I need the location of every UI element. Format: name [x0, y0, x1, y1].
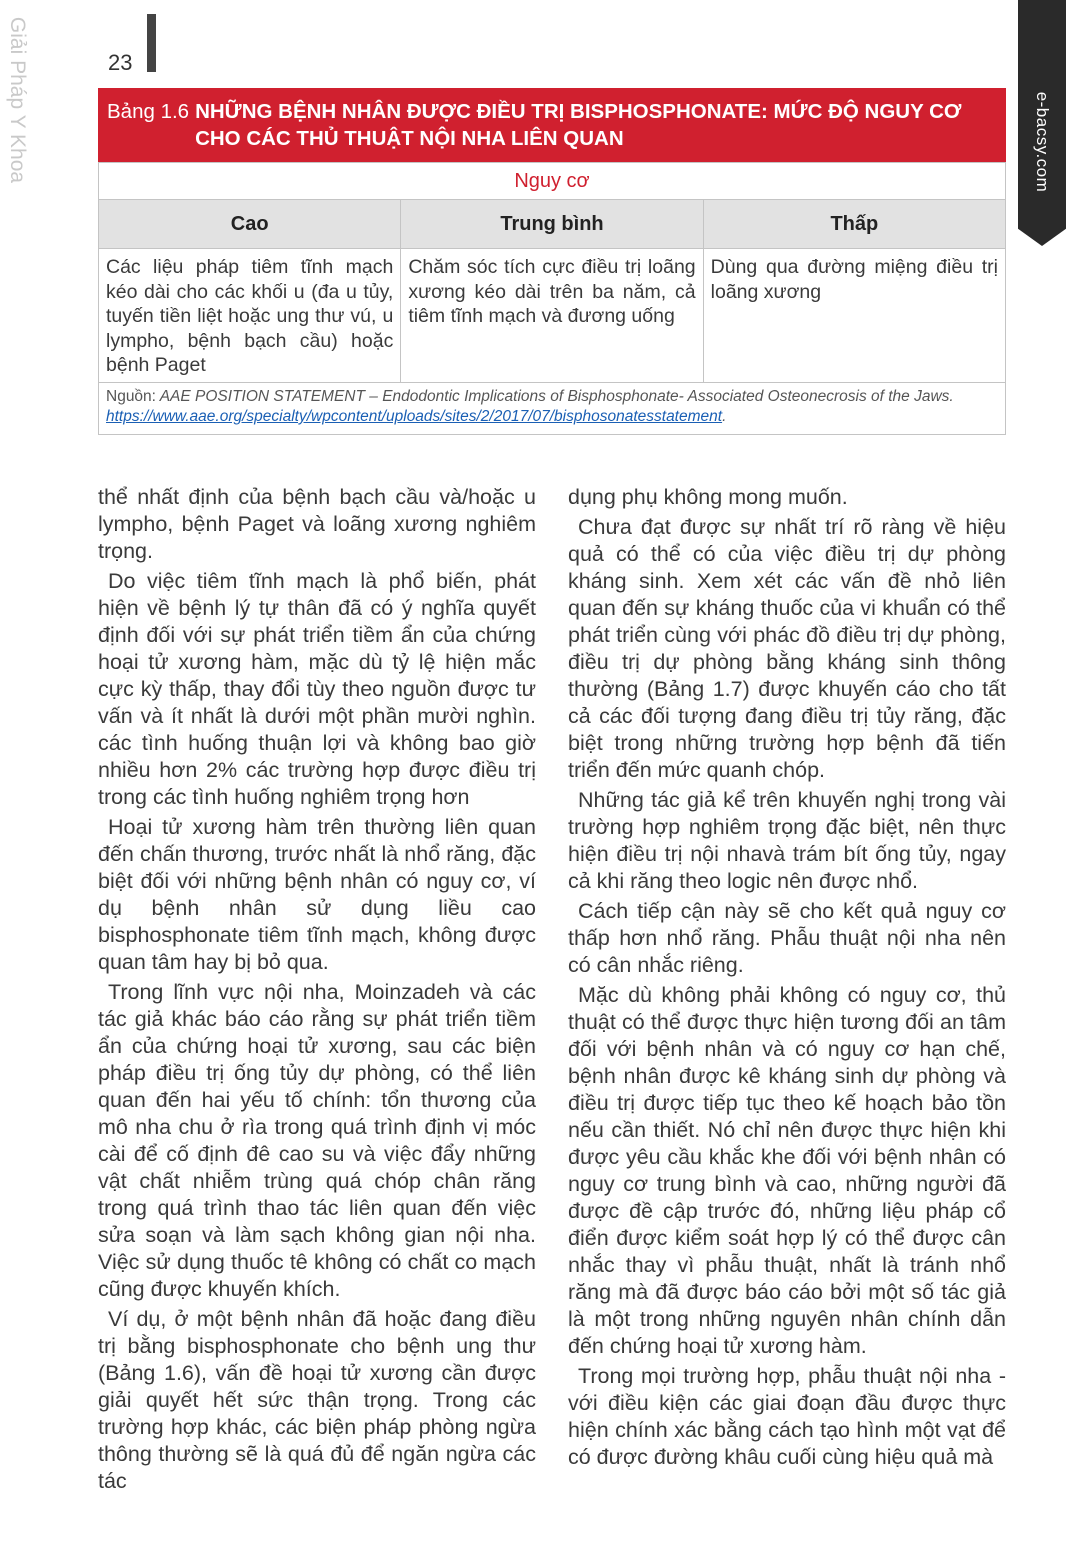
risk-header: Nguy cơ [99, 163, 1006, 200]
table-source [99, 382, 1006, 434]
source-label: Nguồn: [106, 387, 156, 405]
paragraph: thể nhất định của bệnh bạch cầu và/hoặc u lympho, bệnh Paget và loãng xương nghiêm trọng. [98, 485, 536, 563]
table-row [99, 249, 1006, 383]
paragraph: Mặc dù không phải không có nguy cơ, thủ thuật có thể được thực hiện tương đối an tâm đối với bệnh nhân và có nguy cơ hạn chế, bệnh nhân được kê kháng sinh dự phòng và điều trị được tiếp tục theo kế hoạch bảo tồn nếu cần thiết. Nó chỉ nên được thực hiện khi được yêu cầu khắc khe đối với bệnh nhân có nguy cơ trung bình và cao, những người đã được đề cập trước đó, những liệu pháp cổ điển được kiểm soát hợp lý có thể được cân nhắc thay vì phẫu thuật, nhất là tránh nhổ răng mà đã được báo cáo bởi một số tác giả là một trong những nguyên nhân chính dẫn đến chứng hoại tử xương hàm. [568, 983, 1006, 1358]
table-title: NHỮNG BỆNH NHÂN ĐƯỢC ĐIỀU TRỊ BISPHOSPHONATE: MỨC ĐỘ NGUY CƠ CHO CÁC THỦ THUẬT NỘI NHA LIÊN QUAN [195, 100, 962, 150]
table-label: Bảng 1.6 [107, 100, 190, 123]
column-high: Cao [99, 200, 401, 249]
table-1-6 [98, 88, 1006, 435]
source-text: AAE POSITION STATEMENT – Endodontic Implications of Bisphosphonate- Associated Osteonecrosis of the Jaws. [159, 387, 954, 405]
cell-medium: Chăm sóc tích cực điều trị loãng xương kéo dài trên ba năm, cả tiêm tĩnh mạch và đương uống [401, 249, 703, 383]
paragraph: Trong mọi trường hợp, phẫu thuật nội nha - với điều kiện các giai đoạn đầu được thực hiện chính xác bằng cách tạo hình một vạt để có được đường khâu cuối cùng hiệu quả mà [568, 1364, 1006, 1469]
paragraph: Do việc tiêm tĩnh mạch là phổ biến, phát hiện về bệnh lý tự thân đã có ý nghĩa quyết định đối với sự phát triển tiềm ẩn của chứng hoại tử xương hàm, mặc dù tỷ lệ hiện mắc cực kỳ thấp, thay đổi tùy theo nguồn được tư vấn và ít nhất là dưới một phần mười nghìn. các tình huống thuận lợi và không bao giờ nhiều hơn 2% các trường hợp được điều trị trong các tình huống nghiêm trọng hơn [98, 569, 536, 809]
paragraph: Ví dụ, ở một bệnh nhân đã hoặc đang điều trị bằng bisphosphonate cho bệnh ung thư (Bảng 1.6), vấn đề hoại tử xương cần được giải quyết hết sức thận trọng. Trong các trường hợp khác, các biện pháp phòng ngừa thông thường sẽ là quá đủ để ngăn ngừa các tác [98, 1307, 536, 1493]
body-column-left [98, 484, 536, 1498]
paragraph: Những tác giả kể trên khuyến nghị trong vài trường hợp nghiêm trọng đặc biệt, nên thực hiện điều trị nội nhavà trám bít ống tủy, ngay cả khi răng theo logic nên được nhổ. [568, 788, 1006, 893]
side-running-title: Giải Pháp Y Khoa [6, 16, 29, 184]
risk-header-row [99, 163, 1006, 200]
page-number: 23 [108, 50, 133, 75]
paragraph: dụng phụ không mong muốn. [568, 485, 848, 509]
column-low: Thấp [703, 200, 1005, 249]
column-medium: Trung bình [401, 200, 703, 249]
source-row [99, 382, 1006, 434]
cell-high: Các liệu pháp tiêm tĩnh mạch kéo dài cho các khối u (đa u tủy, tuyến tiền liệt hoặc ung thư vú, u lympho, bệnh bạch cầu) hoặc bệnh Paget [99, 249, 401, 383]
page-number-bar [147, 14, 156, 72]
source-link[interactable]: https://www.aae.org/specialty/wpcontent/uploads/sites/2/2017/07/bisphosonatesstatement [106, 408, 723, 425]
risk-table [98, 162, 1006, 435]
risk-levels-row [99, 200, 1006, 249]
source-end: . [722, 408, 727, 425]
body-column-right [568, 484, 1006, 1474]
cell-low: Dùng qua đường miệng điều trị loãng xương [703, 249, 1005, 383]
paragraph: Chưa đạt được sự nhất trí rõ ràng về hiệu quả có thể có của việc điều trị dự phòng kháng sinh. Xem xét các vấn đề nhỏ liên quan đến sự kháng thuốc của vi khuẩn có thể phát triển cùng với phác đồ điều trị dự phòng, điều trị dự phòng bằng kháng sinh thông thường (Bảng 1.7) được khuyến cáo cho tất cả các đối tượng đang điều trị tủy răng, đặc biệt trong những trường hợp bệnh đã tiến triển đến mức quanh chóp. [568, 515, 1006, 782]
brand-name: e-bacsy.com [1033, 91, 1052, 193]
paragraph: Cách tiếp cận này sẽ cho kết quả nguy cơ thấp hơn nhổ răng. Phẫu thuật nội nha nên có cân nhắc riêng. [568, 899, 1006, 977]
paragraph: Trong lĩnh vực nội nha, Moinzadeh và các tác giả khác báo cáo rằng sự phát triển tiềm ẩn của chứng hoại tử xương, sau các biện pháp điều trị ống tủy dự phòng, có thể liên quan đến hai yếu tố chính: tổn thương của mô nha chu ở rìa trong quá trình định vị móc cài để cố định đê cao su và việc đẩy những vật chất nhiễm trùng quá chóp chân răng trong quá trình thao tác liên quan đến việc sửa soạn và làm sạch không gian nội nha. Việc sử dụng thuốc tê không có chất co mạch cũng được khuyến khích. [98, 980, 536, 1301]
paragraph: Hoại tử xương hàm trên thường liên quan đến chấn thương, trước nhất là nhổ răng, đặc biệt đối với những bệnh nhân có nguy cơ, ví dụ bệnh nhân sử dụng liều cao bisphosphonate tiêm tĩnh mạch, không được quan tâm hay bị bỏ qua. [98, 815, 536, 974]
table-header [98, 88, 1006, 162]
